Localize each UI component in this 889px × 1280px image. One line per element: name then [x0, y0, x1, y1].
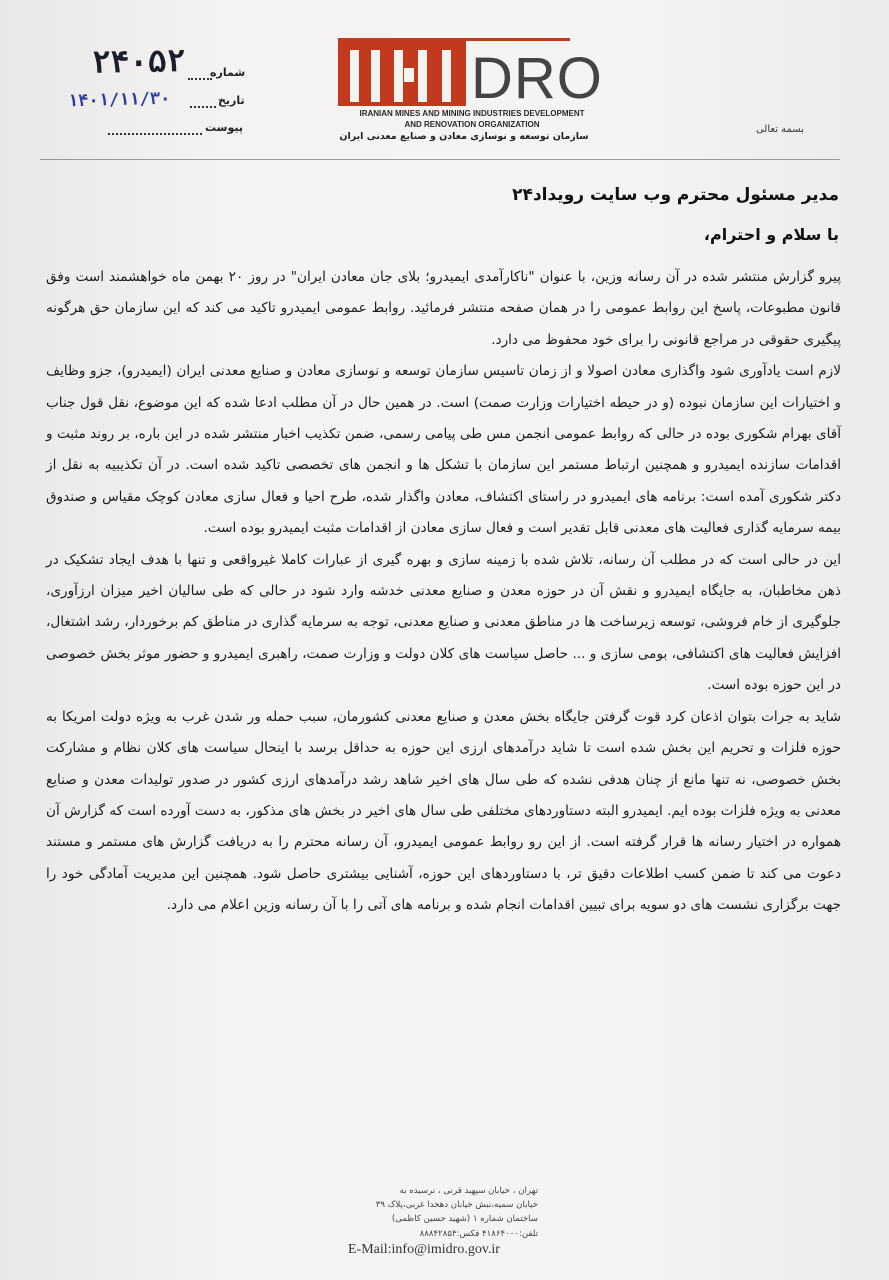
letter-number-handwritten: ۲۴۰۵۲: [91, 43, 186, 81]
paragraph: لازم است یادآوری شود واگذاری معادن اصولا و از زمان تاسیس سازمان توسعه و نوسازی معادن و صنایع معدنی ایران (ایمیدرو)، جزو وظایف و اختیارات این سازمان نبوده (و در حیطه اختیارات وزارت صمت) است. در همین حال در آن مطلب ادعا شده که این موضوع، نقل قول جناب آقای بهرام شکوری بوده در حالی که روابط عمومی انجمن مس طی پیامی رسمی، ضمن تکذیب اخبار منتشر شده در این باره، بر روند مثبت و اقدامات سازنده ایمیدرو و همچنین ارتباط مستمر این سازمان با تشکل ها و انجمن های تخصصی تاکید شده است. در آن تکذیبیه به نقل از دکتر شکوری آمده است: برنامه های ایمیدرو در راستای اکتشاف، معادن واگذار شده، طرح احیا و فعال سازی معادن کوچک مقیاس و صندوق بیمه سرمایه گذاری فعالیت های معدنی قابل تقدیر است و فعال سازی معادن از اقدامات مثبت ایمیدرو بوده است.: [46, 363, 841, 537]
org-name-persian: سازمان توسعه و نوسازی معادن و صنایع معدنی ایران: [339, 131, 589, 142]
attachment-dots: [108, 133, 202, 135]
org-name-english: [342, 108, 602, 130]
email-address: E-Mail:info@imidro.gov.ir: [348, 1241, 500, 1257]
address-line: ساختمان شماره ۱ (شهید حسین کاظمی): [391, 1214, 538, 1225]
address-line: تهران ، خیابان سپهبد قرنی ، نرسیده به: [399, 1186, 538, 1196]
number-label: شماره: [210, 66, 246, 79]
addressee: مدیر مسئول محترم وب سایت رویداد۲۴: [512, 185, 839, 205]
date-dots: [190, 106, 216, 108]
logo-text: DRO: [471, 46, 603, 111]
org-name-en-line1: IRANIAN MINES AND MINING INDUSTRIES DEVELOPMENT: [359, 109, 585, 118]
basmala: بسمه تعالی: [755, 124, 804, 135]
paragraph: این در حالی است که در مطلب آن رسانه، تلاش شده با زمینه سازی و بهره گیری از عبارات کاملا غیرواقعی و تنها با هدف ایجاد تشکیک در ذهن مخاطبان، به جایگاه ایمیدرو و نقش آن در حوزه معدن و صنایع معدنی خدشه وارد شود در حالی که طی سالیان اخیر میزان ارزآوری، جلوگیری از خام فروشی، توسعه زیرساخت ها در مناطق معدنی و صنایع معدنی، توجه به سرمایه گذاری در مناطق کم برخوردار، رشد اشتغال، افزایش فعالیت های اکتشافی، بومی سازی و ... حاصل سیاست های کلان دولت و وزارت صمت، راهبری ایمیدرو و حضور موثر بخش خصوصی در این حوزه بوده است.: [46, 551, 841, 694]
phone-fax-line: تلفن:۴۱۸۶۴۰۰۰ فکس:۸۸۸۴۲۸۵۴: [419, 1228, 538, 1239]
letter-date-handwritten: ۱۴۰۱/۱۱/۳۰: [67, 88, 171, 112]
org-name-en-line2: AND RENOVATION ORGANIZATION: [404, 120, 540, 129]
imidro-logo-wordmark: [338, 38, 603, 111]
footer-address: [348, 1184, 538, 1257]
imidro-logo: [338, 38, 603, 111]
number-dots: [188, 78, 212, 80]
letter-body: [46, 262, 841, 922]
paragraph: پیرو گزارش منتشر شده در آن رسانه وزین، با عنوان "ناکارآمدی ایمیدرو؛ بلای جان معادن ایران" در روز ۲۰ بهمن ماه خواهشمند است وفق قانون مطبوعات، پاسخ این روابط عمومی را در همان صفحه منتشر فرمائید. روابط عمومی ایمیدرو تاکید می کند که این سازمان حق هرگونه پیگیری حقوقی در مراجع قانونی را برای خود محفوظ می دارد.: [46, 269, 841, 348]
date-label: تاریخ: [218, 94, 245, 107]
address-line: خیابان سمیه،نبش خیابان دهخدا غربی،پلاک ۳۹: [375, 1200, 538, 1211]
salutation: با سلام و احترام،: [703, 225, 839, 244]
header-divider: [40, 159, 840, 160]
paragraph: شاید به جرات بتوان اذعان کرد قوت گرفتن جایگاه بخش معدن و صنایع معدنی کشورمان، سبب حمله ور شدن غرب به ویژه دولت امریکا به حوزه فلزات و تحریم این بخش شده است تا شاید درآمدهای ارزی این حوزه به حداقل برسد با اینحال سیاست های کلان نظام و مشارکت بخش خصوصی، نه تنها مانع از چنان هدفی نشده که طی سال های اخیر شاهد رشد درآمدهای ارزی کشور در صدور تولیدات معدن و صنایع معدنی به ویژه فلزات بوده ایم. ایمیدرو البته دستاوردهای مختلفی طی سال های اخیر در بخش های مذکور، به دست آورده است که گزارش آن همواره در اختیار رسانه ها قرار گرفته است. از این رو روابط عمومی ایمیدرو، آن رسانه محترم را به دریافت گزارش های مستمر و مستند دعوت می کند تا ضمن کسب اطلاعات دقیق تر، با دستاوردهای این حوزه، آشنایی بیشتری حاصل شود. همچنین این مدیریت آمادگی خود را جهت برگزاری نشست های دو سویه برای تبیین اقدامات انجام شده و برنامه های آتی را با آن رسانه وزین اعلام می دارد.: [46, 708, 841, 914]
attachment-label: پیوست: [205, 121, 243, 134]
